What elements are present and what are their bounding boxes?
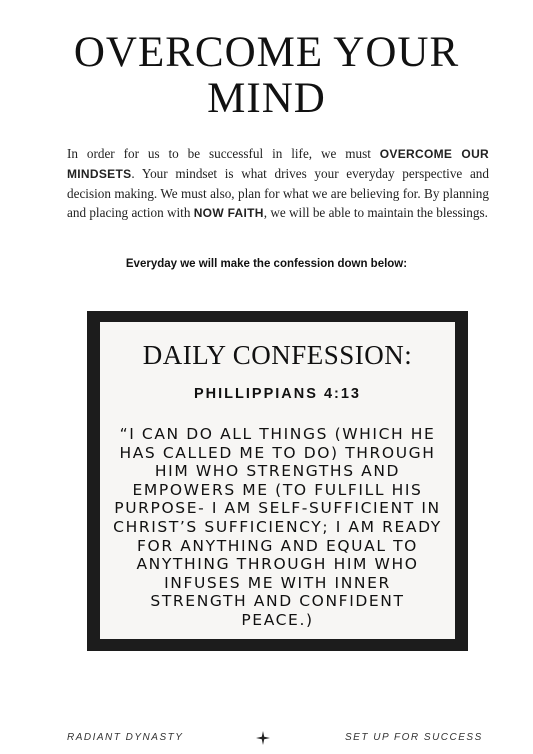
verse-line: PEACE.) [241,610,314,629]
verse-reference: PHILLIPPIANS 4:13 [194,386,361,402]
verse-line: PURPOSE- I AM SELF-SUFFICIENT IN [114,499,441,518]
verse-line: FOR ANYTHING AND EQUAL TO [137,536,418,555]
title-line-2: MIND [207,75,326,122]
verse-line: HAS CALLED ME TO DO) THROUGH [119,443,436,462]
verse-line: INFUSES ME WITH INNER [164,573,391,592]
intro-paragraph [67,144,489,223]
confession-frame [87,311,468,651]
verse-line: EMPOWERS ME (TO FULFILL HIS [132,480,423,499]
page-title [0,30,533,122]
footer-brand: RADIANT DYNASTY [67,732,184,743]
footer-tagline: SET UP FOR SUCCESS [345,732,483,743]
verse-line: CHRIST’S SUFFICIENCY; I AM READY [113,517,442,536]
verse-line: STRENGTH AND CONFIDENT [150,592,405,611]
intro-bold-1: OVERCOME OUR MINDSETS [67,147,490,181]
verse-line: “I CAN DO ALL THINGS (WHICH HE [119,425,436,443]
verse-text [110,425,445,630]
sparkle-star-icon [256,731,270,745]
confession-panel [100,322,455,639]
intro-bold-2: NOW FAITH [193,206,264,220]
title-line-1: OVERCOME YOUR [73,29,460,76]
intro-text-2: . Your mindset is what drives your everyday perspective and decision making. We must also, plan for what we are believing for. By planning and placing action with [67,166,489,220]
verse-line: ANYTHING THROUGH HIM WHO [136,555,419,574]
verse-line: HIM WHO STRENGTHS AND [154,462,401,481]
intro-text-3: , we will be able to maintain the blessings. [263,205,488,220]
confession-title: DAILY CONFESSION: [142,340,413,370]
confession-subhead: Everyday we will make the confession down below: [125,258,408,270]
intro-text-1: In order for us to be successful in life, we must [67,146,380,161]
